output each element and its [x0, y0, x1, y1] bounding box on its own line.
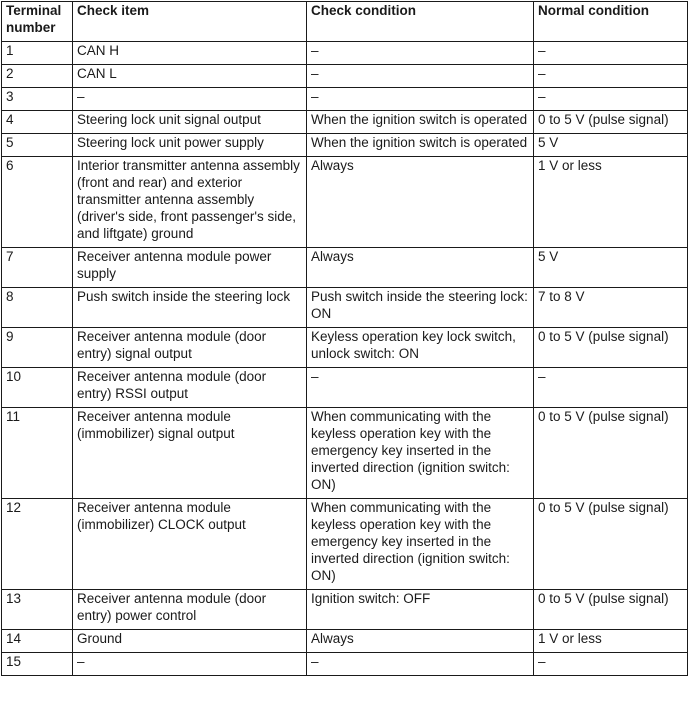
cell-terminal-number: 11: [2, 408, 73, 499]
cell-check-item: Receiver antenna module (door entry) RSSI output: [73, 368, 307, 408]
cell-check-item: Receiver antenna module (immobilizer) CLOCK output: [73, 499, 307, 590]
cell-check-condition: –: [307, 88, 534, 111]
cell-normal-condition: 0 to 5 V (pulse signal): [534, 328, 688, 368]
cell-check-item: Receiver antenna module (door entry) power control: [73, 590, 307, 630]
cell-check-condition: Always: [307, 157, 534, 248]
cell-check-item: Receiver antenna module (door entry) signal output: [73, 328, 307, 368]
table-row: [2, 408, 688, 499]
cell-check-item: Push switch inside the steering lock: [73, 288, 307, 328]
table-row: [2, 248, 688, 288]
table-row: [2, 65, 688, 88]
header-normal-condition: Normal condition: [534, 2, 688, 42]
cell-terminal-number: 10: [2, 368, 73, 408]
cell-check-item: Ground: [73, 630, 307, 653]
table-row: [2, 630, 688, 653]
cell-check-item: –: [73, 653, 307, 676]
cell-check-condition: Always: [307, 248, 534, 288]
cell-normal-condition: –: [534, 368, 688, 408]
cell-check-condition: Always: [307, 630, 534, 653]
cell-check-item: CAN L: [73, 65, 307, 88]
table-row: [2, 111, 688, 134]
cell-normal-condition: 0 to 5 V (pulse signal): [534, 590, 688, 630]
cell-check-condition: When the ignition switch is operated: [307, 111, 534, 134]
cell-check-condition: Ignition switch: OFF: [307, 590, 534, 630]
cell-check-item: Steering lock unit power supply: [73, 134, 307, 157]
terminal-check-table: [1, 1, 688, 676]
cell-check-item: –: [73, 88, 307, 111]
cell-terminal-number: 8: [2, 288, 73, 328]
table-row: [2, 653, 688, 676]
header-terminal-number: Terminal number: [2, 2, 73, 42]
cell-normal-condition: –: [534, 65, 688, 88]
table-row: [2, 157, 688, 248]
cell-terminal-number: 1: [2, 42, 73, 65]
table-row: [2, 328, 688, 368]
cell-check-item: Receiver antenna module (immobilizer) signal output: [73, 408, 307, 499]
cell-terminal-number: 6: [2, 157, 73, 248]
cell-check-condition: Push switch inside the steering lock: ON: [307, 288, 534, 328]
cell-terminal-number: 12: [2, 499, 73, 590]
cell-normal-condition: 7 to 8 V: [534, 288, 688, 328]
header-row: [2, 2, 688, 42]
table-row: [2, 88, 688, 111]
cell-check-condition: –: [307, 42, 534, 65]
table-row: [2, 42, 688, 65]
cell-check-item: Interior transmitter antenna assembly (front and rear) and exterior transmitter antenna assembly (driver's side, front passenger's side, and liftgate) ground: [73, 157, 307, 248]
cell-check-condition: Keyless operation key lock switch, unlock switch: ON: [307, 328, 534, 368]
cell-check-condition: When communicating with the keyless operation key with the emergency key inserted in the inverted direction (ignition switch: ON): [307, 499, 534, 590]
cell-check-condition: When the ignition switch is operated: [307, 134, 534, 157]
cell-terminal-number: 4: [2, 111, 73, 134]
cell-terminal-number: 3: [2, 88, 73, 111]
cell-check-item: Steering lock unit signal output: [73, 111, 307, 134]
cell-check-condition: –: [307, 65, 534, 88]
cell-check-condition: –: [307, 368, 534, 408]
cell-normal-condition: –: [534, 42, 688, 65]
cell-normal-condition: 1 V or less: [534, 630, 688, 653]
table-row: [2, 288, 688, 328]
cell-normal-condition: 0 to 5 V (pulse signal): [534, 408, 688, 499]
cell-terminal-number: 9: [2, 328, 73, 368]
header-check-item: Check item: [73, 2, 307, 42]
cell-normal-condition: 5 V: [534, 134, 688, 157]
cell-terminal-number: 15: [2, 653, 73, 676]
cell-check-item: Receiver antenna module power supply: [73, 248, 307, 288]
cell-normal-condition: –: [534, 88, 688, 111]
cell-normal-condition: 0 to 5 V (pulse signal): [534, 111, 688, 134]
cell-check-item: CAN H: [73, 42, 307, 65]
table-row: [2, 134, 688, 157]
cell-terminal-number: 2: [2, 65, 73, 88]
cell-normal-condition: 5 V: [534, 248, 688, 288]
table-row: [2, 590, 688, 630]
cell-terminal-number: 5: [2, 134, 73, 157]
cell-normal-condition: –: [534, 653, 688, 676]
cell-terminal-number: 7: [2, 248, 73, 288]
cell-normal-condition: 1 V or less: [534, 157, 688, 248]
header-check-condition: Check condition: [307, 2, 534, 42]
cell-terminal-number: 13: [2, 590, 73, 630]
cell-terminal-number: 14: [2, 630, 73, 653]
table-row: [2, 499, 688, 590]
table-row: [2, 368, 688, 408]
cell-check-condition: When communicating with the keyless operation key with the emergency key inserted in the inverted direction (ignition switch: ON): [307, 408, 534, 499]
cell-check-condition: –: [307, 653, 534, 676]
cell-normal-condition: 0 to 5 V (pulse signal): [534, 499, 688, 590]
